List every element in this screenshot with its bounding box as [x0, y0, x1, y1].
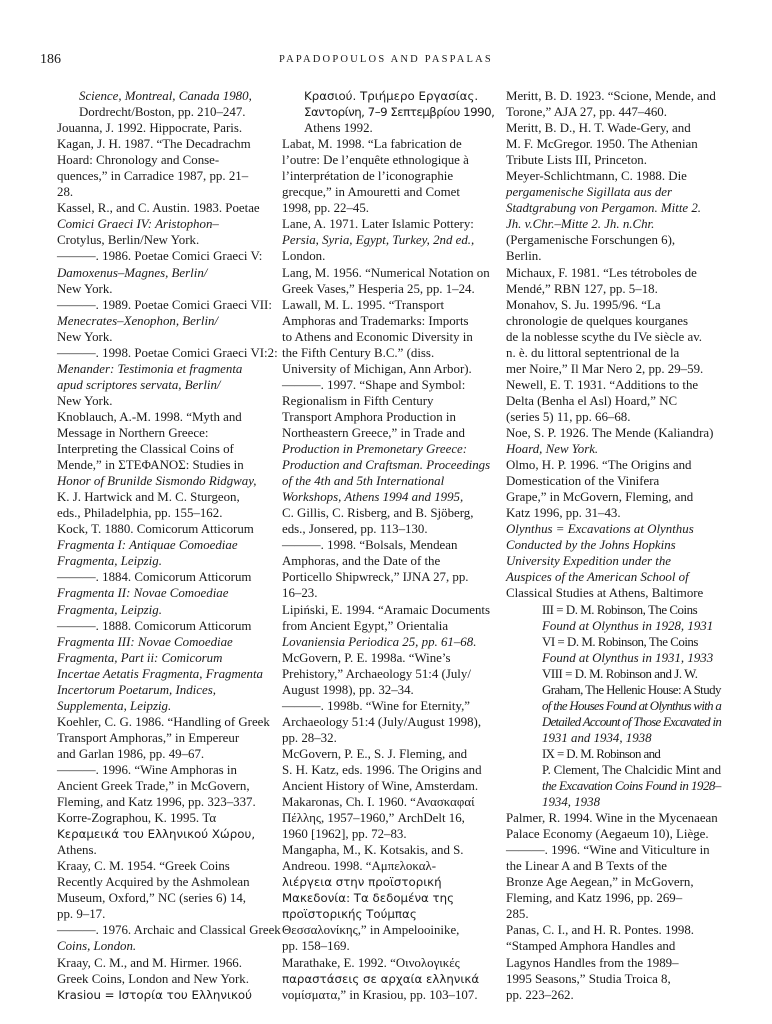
entry-line: Kagan, J. H. 1987. “The Decadrachm — [57, 137, 251, 152]
bibliography-entry — [506, 810, 721, 842]
bibliography-entry — [506, 377, 721, 425]
entry-line: the Fifth Century B.C.” (diss. — [282, 345, 435, 360]
entry-line: Berlin. — [506, 249, 542, 264]
entry-line: Comici Graeci IV: Aristophon– — [57, 217, 219, 232]
bibliography-entry — [282, 650, 494, 698]
entry-line: de la noblesse scythe du IVe siècle av. — [506, 329, 703, 344]
entry-line: Production in Premonetary Greece: — [282, 442, 468, 457]
entry-line: Delta (Benha el Asl) Hoard,” NC — [506, 393, 678, 408]
entry-line: Greek Vases,” Hesperia 25, pp. 1–24. — [282, 281, 475, 296]
entry-line: (Pergamenische Forschungen 6), — [506, 233, 676, 248]
entry-line: August 1998), pp. 32–34. — [282, 682, 414, 697]
entry-line: Meritt, B. D., H. T. Wade-Gery, and — [506, 121, 691, 136]
entry-line: 1998, pp. 22–45. — [282, 201, 370, 216]
entry-line: Meyer-Schlichtmann, C. 1988. Die — [506, 169, 687, 184]
entry-line: Supplementa, Leipzig. — [57, 698, 172, 713]
entry-line: ———. 1986. Poetae Comici Graeci V: — [57, 249, 263, 264]
bibliography-entry — [506, 842, 721, 922]
entry-line: Lang, M. 1956. “Numerical Notation on — [282, 265, 490, 280]
bibliography-entry — [57, 810, 285, 858]
entry-line: Lagynos Handles from the 1989– — [506, 955, 679, 970]
entry-line: Kraay, C. M., and M. Hirmer. 1966. — [57, 955, 242, 970]
bibliography-entry — [57, 762, 285, 810]
entry-line: Science, Montreal, Canada 1980, — [79, 89, 252, 103]
page-number: 186 — [40, 52, 61, 67]
bibliography-entry — [506, 425, 721, 457]
entry-line: Newell, E. T. 1931. “Additions to the — [506, 377, 699, 392]
entry-line: Athens. — [57, 843, 97, 858]
bibliography-entry — [506, 168, 721, 264]
entry-line: pergamenische Sigillata aus der — [506, 185, 673, 200]
entry-line: to Athens and Economic Diversity in — [282, 329, 473, 344]
entry-line: eds., Philadelphia, pp. 155–162. — [57, 506, 223, 521]
entry-line: n. è. du littoral septentrional de la — [506, 345, 680, 360]
entry-line: University Expedition under the — [506, 554, 672, 569]
entry-line: Πέλλης, 1957–1960,” ArchDelt 16, — [282, 811, 465, 826]
entry-line: Ancient History of Wine, Amsterdam. — [282, 779, 479, 794]
entry-line: Found at Olynthus in 1928, 1931 — [542, 618, 714, 633]
entry-line: Meritt, B. D. 1923. “Scione, Mende, and — [506, 89, 716, 103]
bibliography-entry — [506, 265, 721, 297]
entry-line: New York. — [57, 329, 113, 344]
entry-line: Honor of Brunilde Sismondo Ridgway, — [57, 474, 257, 489]
entry-line: the Linear A and B Texts of the — [506, 859, 668, 874]
bibliography-entry — [57, 858, 285, 922]
entry-line: Classical Studies at Athens, Baltimore — [506, 586, 704, 601]
entry-line: Incertorum Poetarum, Indices, — [57, 682, 216, 697]
entry-line: from Ancient Egypt,” Orientalia — [282, 618, 449, 633]
bibliography-entry — [282, 955, 494, 1003]
bibliography-entry — [506, 88, 721, 120]
entry-line: Message in Northern Greece: — [57, 425, 209, 440]
bibliography-entry — [282, 297, 494, 377]
entry-line: Damoxenus–Magnes, Berlin/ — [57, 265, 208, 280]
bibliography-entry — [282, 602, 494, 650]
entry-line: IX = D. M. Robinson and — [542, 746, 661, 761]
bibliography-entry — [57, 136, 285, 200]
bibliography-entry — [282, 746, 494, 794]
entry-line: McGovern, P. E. 1998a. “Wine’s — [282, 650, 451, 665]
entry-line: Kassel, R., and C. Austin. 1983. Poetae — [57, 201, 260, 216]
entry-line: Lawall, M. L. 1995. “Transport — [282, 297, 445, 312]
entry-line: Tribute Lists III, Princeton. — [506, 153, 647, 168]
bibliography-entry — [57, 922, 285, 954]
entry-line: New York. — [57, 281, 113, 296]
entry-line: pp. 9–17. — [57, 907, 106, 922]
entry-line: Labat, M. 1998. “La fabrication de — [282, 137, 462, 152]
entry-line: Lane, A. 1971. Later Islamic Pottery: — [282, 217, 474, 232]
entry-line: London. — [282, 249, 326, 264]
entry-line: Korre-Zographou, K. 1995. Τα — [57, 811, 217, 826]
entry-line: “Stamped Amphora Handles and — [506, 939, 676, 954]
bibliography-entry — [57, 987, 285, 1003]
entry-line: Palmer, R. 1994. Wine in the Mycenaean — [506, 811, 718, 826]
entry-line: New York. — [57, 393, 113, 408]
entry-line: VI = D. M. Robinson, The Coins — [542, 634, 698, 649]
entry-line: Regionalism in Fifth Century — [282, 393, 434, 408]
entry-line: ———. 1989. Poetae Comici Graeci VII: — [57, 297, 272, 312]
entry-line: ———. 1998. “Bolsals, Mendean — [282, 538, 458, 553]
entry-line: III = D. M. Robinson, The Coins — [542, 602, 698, 617]
entry-line: Prehistory,” Archaeology 51:4 (July/ — [282, 666, 471, 681]
bibliography-column-2 — [282, 88, 494, 1003]
entry-line: Dordrecht/Boston, pp. 210–247. — [79, 105, 246, 120]
bibliography-entry — [282, 265, 494, 297]
bibliography-entry — [57, 569, 285, 617]
entry-line: Koehler, C. G. 1986. “Handling of Greek — [57, 714, 270, 729]
entry-line: Menander: Testimonia et fragmenta — [57, 361, 243, 376]
bibliography-column-1 — [57, 88, 285, 1003]
entry-line: ———. 1998. Poetae Comici Graeci VI:2: — [57, 345, 278, 360]
entry-line: Olynthus = Excavations at Olynthus — [506, 522, 694, 537]
entry-line: ———. 1998b. “Wine for Eternity,” — [282, 698, 471, 713]
entry-line: K. J. Hartwick and M. C. Sturgeon, — [57, 490, 240, 505]
entry-line: Production and Craftsman. Proceedings — [282, 458, 491, 473]
entry-line: 285. — [506, 907, 529, 922]
entry-line: Workshops, Athens 1994 and 1995, — [282, 490, 464, 505]
bibliography-entry — [57, 955, 285, 987]
bibliography-entry — [57, 297, 285, 345]
entry-line: Fragmenta II: Novae Comoediae — [57, 586, 229, 601]
entry-line: Recently Acquired by the Ashmolean — [57, 875, 250, 890]
entry-line: Jouanna, J. 1992. Hippocrate, Paris. — [57, 121, 243, 136]
bibliography-entry — [506, 666, 721, 746]
entry-line: Persia, Syria, Egypt, Turkey, 2nd ed., — [282, 233, 475, 248]
entry-line: Monahov, S. Ju. 1995/96. “La — [506, 297, 661, 312]
entry-line: Noe, S. P. 1926. The Mende (Kaliandra) — [506, 425, 714, 440]
entry-line: Palace Economy (Aegaeum 10), Liège. — [506, 827, 709, 842]
entry-line: Mende,” in ΣΤΕΦΑΝΟΣ: Studies in — [57, 458, 244, 473]
bibliography-entry — [506, 521, 721, 601]
entry-line: University of Michigan, Ann Arbor). — [282, 361, 472, 376]
entry-line: Σαντορίνη, 7–9 Σεπτεμβρίου 1990, — [304, 105, 495, 120]
entry-line: Stadtgrabung von Pergamon. Mitte 2. — [506, 201, 702, 216]
entry-line: Domestication of the Vinifera — [506, 474, 660, 489]
entry-line: προϊστορικής Τούμπας — [282, 907, 417, 922]
entry-line: Interpreting the Classical Coins of — [57, 442, 234, 457]
bibliography-entry — [57, 345, 285, 409]
entry-line: C. Gillis, C. Risberg, and B. Sjöberg, — [282, 506, 474, 521]
entry-line: of the Houses Found at Olynthus with a — [542, 698, 722, 713]
bibliography-entry — [282, 698, 494, 746]
entry-line: 1960 [1962], pp. 72–83. — [282, 827, 407, 842]
entry-line: Incertae Aetatis Fragmenta, Fragmenta — [57, 666, 263, 681]
entry-line: Amphoras, and the Date of the — [282, 554, 441, 569]
entry-line: pp. 223–262. — [506, 987, 574, 1002]
entry-line: Grape,” in McGovern, Fleming, and — [506, 490, 694, 505]
bibliography-entry — [506, 602, 721, 634]
entry-line: Mangapha, M., K. Kotsakis, and S. — [282, 843, 464, 858]
bibliography-entry — [282, 88, 494, 136]
entry-line: M. F. McGregor. 1950. The Athenian — [506, 137, 698, 152]
entry-line: VIII = D. M. Robinson and J. W. — [542, 666, 698, 681]
bibliography-entry — [57, 88, 285, 120]
entry-line: Fleming, and Katz 1996, pp. 323–337. — [57, 795, 256, 810]
entry-line: Porticello Shipwreck,” IJNA 27, pp. — [282, 570, 469, 585]
entry-line: grecque,” in Amouretti and Comet — [282, 185, 460, 200]
entry-line: Hoard: Chronology and Conse- — [57, 153, 220, 168]
entry-line: Krasiou = Ιστορία του Ελληνικού — [57, 987, 252, 1002]
bibliography-entry — [506, 120, 721, 168]
entry-line: Olmo, H. P. 1996. “The Origins and — [506, 458, 692, 473]
entry-line: Θεσσαλονίκης,” in Ampelooinike, — [282, 923, 460, 938]
entry-line: Marathake, E. 1992. “Οινολογικές — [282, 955, 460, 970]
entry-line: Fragmenta III: Novae Comoediae — [57, 634, 233, 649]
entry-line: Lovaniensia Periodica 25, pp. 61–68. — [282, 634, 477, 649]
bibliography-entry — [506, 634, 721, 666]
entry-line: Kock, T. 1880. Comicorum Atticorum — [57, 522, 254, 537]
entry-line: pp. 28–32. — [282, 730, 337, 745]
entry-line: Κεραμεικά του Ελληνικού Χώρου, — [57, 827, 256, 842]
entry-line: Torone,” AJA 27, pp. 447–460. — [506, 105, 667, 120]
bibliography-entry — [282, 842, 494, 954]
entry-line: Northeastern Greece,” in Trade and — [282, 425, 465, 440]
entry-line: Auspices of the American School of — [506, 570, 689, 585]
entry-line: Fleming, and Katz 1996, pp. 269– — [506, 891, 683, 906]
entry-line: Μακεδονία: Τα δεδομένα της — [282, 891, 455, 906]
entry-line: (series 5) 11, pp. 66–68. — [506, 409, 631, 424]
bibliography-entry — [506, 297, 721, 377]
entry-line: παραστάσεις σε αρχαία ελληνικά — [282, 971, 480, 986]
entry-line: Katz 1996, pp. 31–43. — [506, 506, 621, 521]
entry-line: Michaux, F. 1981. “Les tétroboles de — [506, 265, 697, 280]
bibliography-entry — [57, 120, 285, 136]
entry-line: apud scriptores servata, Berlin/ — [57, 377, 221, 392]
entry-line: ———. 1996. “Wine and Viticulture in — [506, 843, 710, 858]
entry-line: of the 4th and 5th International — [282, 474, 445, 489]
entry-line: 1995 Seasons,” Studia Troica 8, — [506, 971, 671, 986]
running-head: PAPADOPOULOS AND PASPALAS — [279, 54, 493, 65]
entry-line: mer Noire,” Il Mar Nero 2, pp. 29–59. — [506, 361, 704, 376]
bibliography-entry — [506, 922, 721, 1002]
entry-line: Mendé,” RBN 127, pp. 5–18. — [506, 281, 658, 296]
entry-line: the Excavation Coins Found in 1928– — [542, 779, 721, 794]
entry-line: Knoblauch, A.-M. 1998. “Myth and — [57, 409, 242, 424]
entry-line: S. H. Katz, eds. 1996. The Origins and — [282, 762, 482, 777]
bibliography-entry — [282, 537, 494, 601]
entry-line: Museum, Oxford,” NC (series 6) 14, — [57, 891, 247, 906]
entry-line: Ancient Greek Trade,” in McGovern, — [57, 779, 250, 794]
entry-line: Conducted by the Johns Hopkins — [506, 538, 676, 553]
bibliography-entry — [506, 457, 721, 521]
entry-line: Fragmenta, Part ii: Comicorum — [57, 650, 223, 665]
entry-line: and Garlan 1986, pp. 49–67. — [57, 746, 205, 761]
entry-line: 16–23. — [282, 586, 318, 601]
entry-line: ———. 1996. “Wine Amphoras in — [57, 762, 237, 777]
entry-line: Archaeology 51:4 (July/August 1998), — [282, 714, 482, 729]
entry-line: Lipiński, E. 1994. “Aramaic Documents — [282, 602, 490, 617]
entry-line: Kraay, C. M. 1954. “Greek Coins — [57, 859, 230, 874]
bibliography-entry — [57, 200, 285, 248]
entry-line: 1934, 1938 — [542, 795, 601, 810]
entry-line: ———. 1888. Comicorum Atticorum — [57, 618, 252, 633]
bibliography-entry — [282, 136, 494, 216]
entry-line: P. Clement, The Chalcidic Mint and — [542, 762, 721, 777]
entry-line: Hoard, New York. — [506, 442, 599, 457]
page-header — [0, 52, 772, 72]
bibliography-entry — [57, 248, 285, 296]
entry-line: Transport Amphora Production in — [282, 409, 456, 424]
entry-line: Κρασιού. Τριήμερο Εργασίας. — [304, 89, 479, 103]
entry-line: Found at Olynthus in 1931, 1933 — [542, 650, 714, 665]
entry-line: l’outre: De l’enquête ethnologique à — [282, 153, 469, 168]
entry-line: Athens 1992. — [304, 121, 373, 136]
bibliography-entry — [282, 794, 494, 842]
entry-line: pp. 158–169. — [282, 939, 350, 954]
entry-line: Menecrates–Xenophon, Berlin/ — [57, 313, 219, 328]
entry-line: ———. 1997. “Shape and Symbol: — [282, 377, 466, 392]
entry-line: λιέργεια στην προϊστορική — [282, 875, 442, 890]
bibliography-entry — [506, 746, 721, 810]
entry-line: Fragmenta, Leipzig. — [57, 602, 162, 617]
bibliography-entry — [282, 216, 494, 264]
entry-line: eds., Jonsered, pp. 113–130. — [282, 522, 428, 537]
entry-line: 28. — [57, 185, 74, 200]
bibliography-column-3 — [506, 88, 721, 1003]
entry-line: νομίσματα,” in Krasiou, pp. 103–107. — [282, 987, 478, 1002]
entry-line: Andreou. 1998. “Αμπελοκαλ- — [282, 859, 437, 874]
entry-line: Detailed Account of Those Excavated in — [542, 714, 722, 729]
entry-line: Panas, C. I., and H. R. Pontes. 1998. — [506, 923, 694, 938]
bibliography-entry — [57, 521, 285, 569]
entry-line: chronologie de quelques kourganes — [506, 313, 688, 328]
bibliography-entry — [57, 714, 285, 762]
entry-line: Transport Amphoras,” in Empereur — [57, 730, 240, 745]
bibliography-entry — [57, 409, 285, 521]
entry-line: McGovern, P. E., S. J. Fleming, and — [282, 746, 468, 761]
entry-line: ———. 1976. Archaic and Classical Greek — [57, 923, 281, 938]
entry-line: Fragmenta I: Antiquae Comoediae — [57, 538, 238, 553]
entry-line: Greek Coins, London and New York. — [57, 971, 249, 986]
entry-line: Jh. v.Chr.–Mitte 2. Jh. n.Chr. — [506, 217, 655, 232]
entry-line: Bronze Age Aegean,” in McGovern, — [506, 875, 694, 890]
entry-line: Crotylus, Berlin/New York. — [57, 233, 200, 248]
bibliography-entry — [57, 618, 285, 714]
entry-line: Graham, The Hellenic House: A Study — [542, 682, 721, 697]
entry-line: Makaronas, Ch. I. 1960. “Ανασκαφαί — [282, 795, 475, 810]
entry-line: Coins, London. — [57, 939, 137, 954]
entry-line: l’interprétation de l’iconographie — [282, 169, 454, 184]
bibliography-entry — [282, 377, 494, 537]
entry-line: ———. 1884. Comicorum Atticorum — [57, 570, 252, 585]
entry-line: quences,” in Carradice 1987, pp. 21– — [57, 169, 249, 184]
entry-line: Fragmenta, Leipzig. — [57, 554, 162, 569]
entry-line: Amphoras and Trademarks: Imports — [282, 313, 469, 328]
entry-line: 1931 and 1934, 1938 — [542, 730, 652, 745]
